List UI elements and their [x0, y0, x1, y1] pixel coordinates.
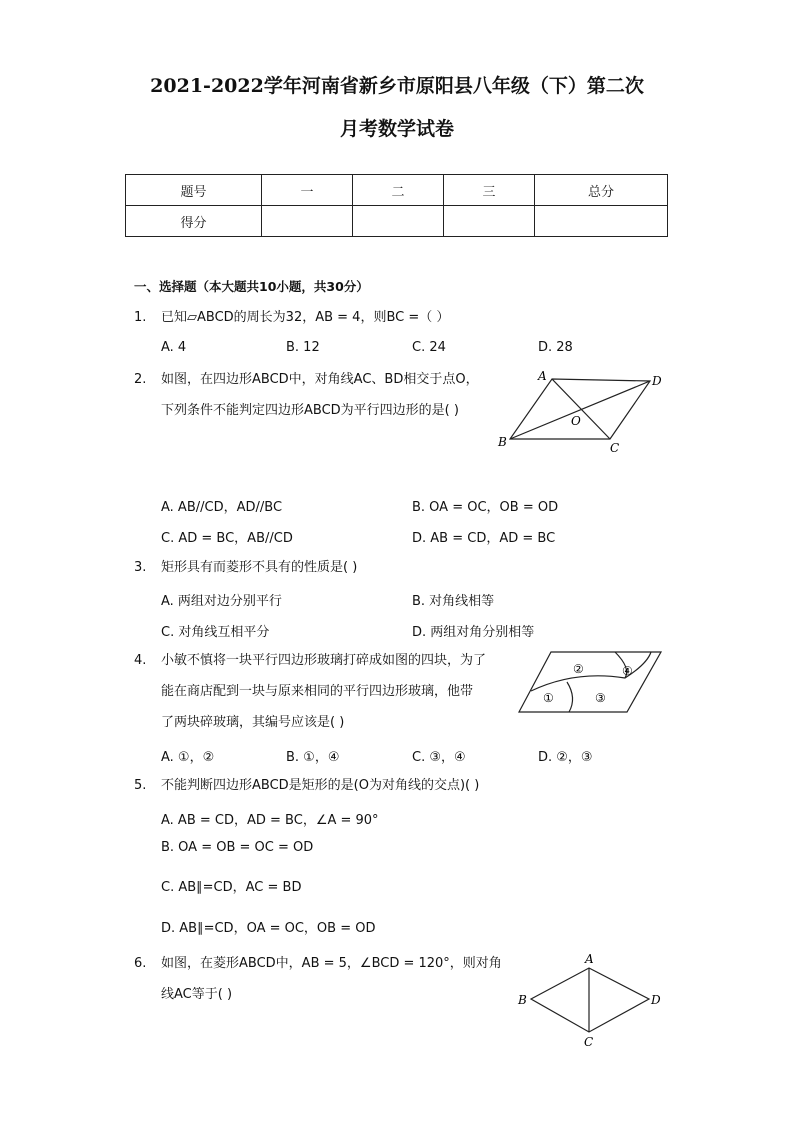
question-number: 3. [134, 560, 147, 575]
question-text: 已知▱ABCD的周长为32，AB = 4，则BC =（ ） [161, 310, 450, 325]
option-a[interactable]: A. AB//CD，AD//BC [161, 500, 283, 515]
option-c[interactable]: C. AB∥=CD，AC = BD [161, 880, 302, 895]
question-text: 如图，在菱形ABCD中，AB = 5，∠BCD = 120°，则对角 [161, 956, 502, 971]
option-a[interactable]: A. AB = CD，AD = BC，∠A = 90° [161, 813, 379, 828]
piece-label-1: ① [543, 691, 554, 705]
score-table-cell: 三 [444, 175, 535, 206]
option-d[interactable]: D. 两组对角分别相等 [412, 625, 535, 640]
score-input-cell[interactable] [353, 206, 444, 237]
parallelogram-figure [490, 366, 670, 458]
option-c[interactable]: C. 24 [412, 340, 446, 355]
score-table-score-row [126, 206, 668, 237]
vertex-label-c: C [584, 1035, 594, 1049]
score-table-cell: 一 [262, 175, 353, 206]
piece-label-2: ② [573, 662, 584, 676]
center-label-o: O [571, 414, 581, 428]
vertex-label-a: A [585, 952, 594, 966]
option-a[interactable]: A. ①，② [161, 750, 215, 765]
option-c[interactable]: C. 对角线互相平分 [161, 625, 270, 640]
question-number: 1. [134, 310, 147, 325]
score-input-cell[interactable] [262, 206, 353, 237]
piece-label-3: ③ [595, 691, 606, 705]
score-table [125, 174, 668, 237]
score-table-cell: 得分 [126, 206, 262, 237]
question-text: 能在商店配到一块与原来相同的平行四边形玻璃，他带 [161, 684, 474, 699]
vertex-label-d: D [652, 374, 662, 388]
exam-title-line1: 2021-2022学年河南省新乡市原阳县八年级（下）第二次 [150, 75, 644, 97]
question-number: 6. [134, 956, 147, 971]
vertex-label-b: B [518, 993, 527, 1007]
exam-title-line2: 月考数学试卷 [339, 118, 454, 140]
piece-label-4: ④ [622, 664, 633, 678]
option-b[interactable]: B. 对角线相等 [412, 594, 495, 609]
question-text: 下列条件不能判定四边形ABCD为平行四边形的是( ) [161, 403, 459, 418]
option-d[interactable]: D. 28 [538, 340, 573, 355]
score-table-cell: 二 [353, 175, 444, 206]
rhombus-figure [512, 950, 672, 1050]
question-text: 如图，在四边形ABCD中，对角线AC、BD相交于点O， [161, 372, 479, 387]
question-number: 4. [134, 653, 147, 668]
section-heading: 一、选择题（本大题共10小题，共30分） [134, 279, 369, 294]
option-d[interactable]: D. AB∥=CD，OA = OC，OB = OD [161, 921, 376, 936]
score-table-header-row [126, 175, 668, 206]
question-number: 5. [134, 778, 147, 793]
vertex-label-d: D [651, 993, 661, 1007]
option-a[interactable]: A. 4 [161, 340, 187, 355]
vertex-label-b: B [498, 435, 507, 449]
option-c[interactable]: C. ③，④ [412, 750, 466, 765]
vertex-label-c: C [610, 441, 620, 455]
score-table-cell: 题号 [126, 175, 262, 206]
score-table-cell: 总分 [535, 175, 668, 206]
score-input-cell[interactable] [444, 206, 535, 237]
question-text: 了两块碎玻璃，其编号应该是( ) [161, 715, 345, 730]
option-b[interactable]: B. 12 [286, 340, 320, 355]
option-b[interactable]: B. ①，④ [286, 750, 340, 765]
option-b[interactable]: B. OA = OC，OB = OD [412, 500, 559, 515]
option-d[interactable]: D. AB = CD，AD = BC [412, 531, 556, 546]
option-a[interactable]: A. 两组对边分别平行 [161, 594, 282, 609]
question-text: 线AC等于( ) [161, 987, 233, 1002]
question-number: 2. [134, 372, 147, 387]
vertex-label-a: A [538, 369, 547, 383]
broken-glass-figure [515, 648, 665, 718]
option-d[interactable]: D. ②，③ [538, 750, 593, 765]
score-input-cell[interactable] [535, 206, 668, 237]
option-c[interactable]: C. AD = BC，AB//CD [161, 531, 293, 546]
option-b[interactable]: B. OA = OB = OC = OD [161, 840, 314, 855]
question-text: 不能判断四边形ABCD是矩形的是(O为对角线的交点)( ) [161, 778, 480, 793]
question-text: 矩形具有而菱形不具有的性质是( ) [161, 560, 358, 575]
question-text: 小敏不慎将一块平行四边形玻璃打碎成如图的四块，为了 [161, 653, 487, 668]
